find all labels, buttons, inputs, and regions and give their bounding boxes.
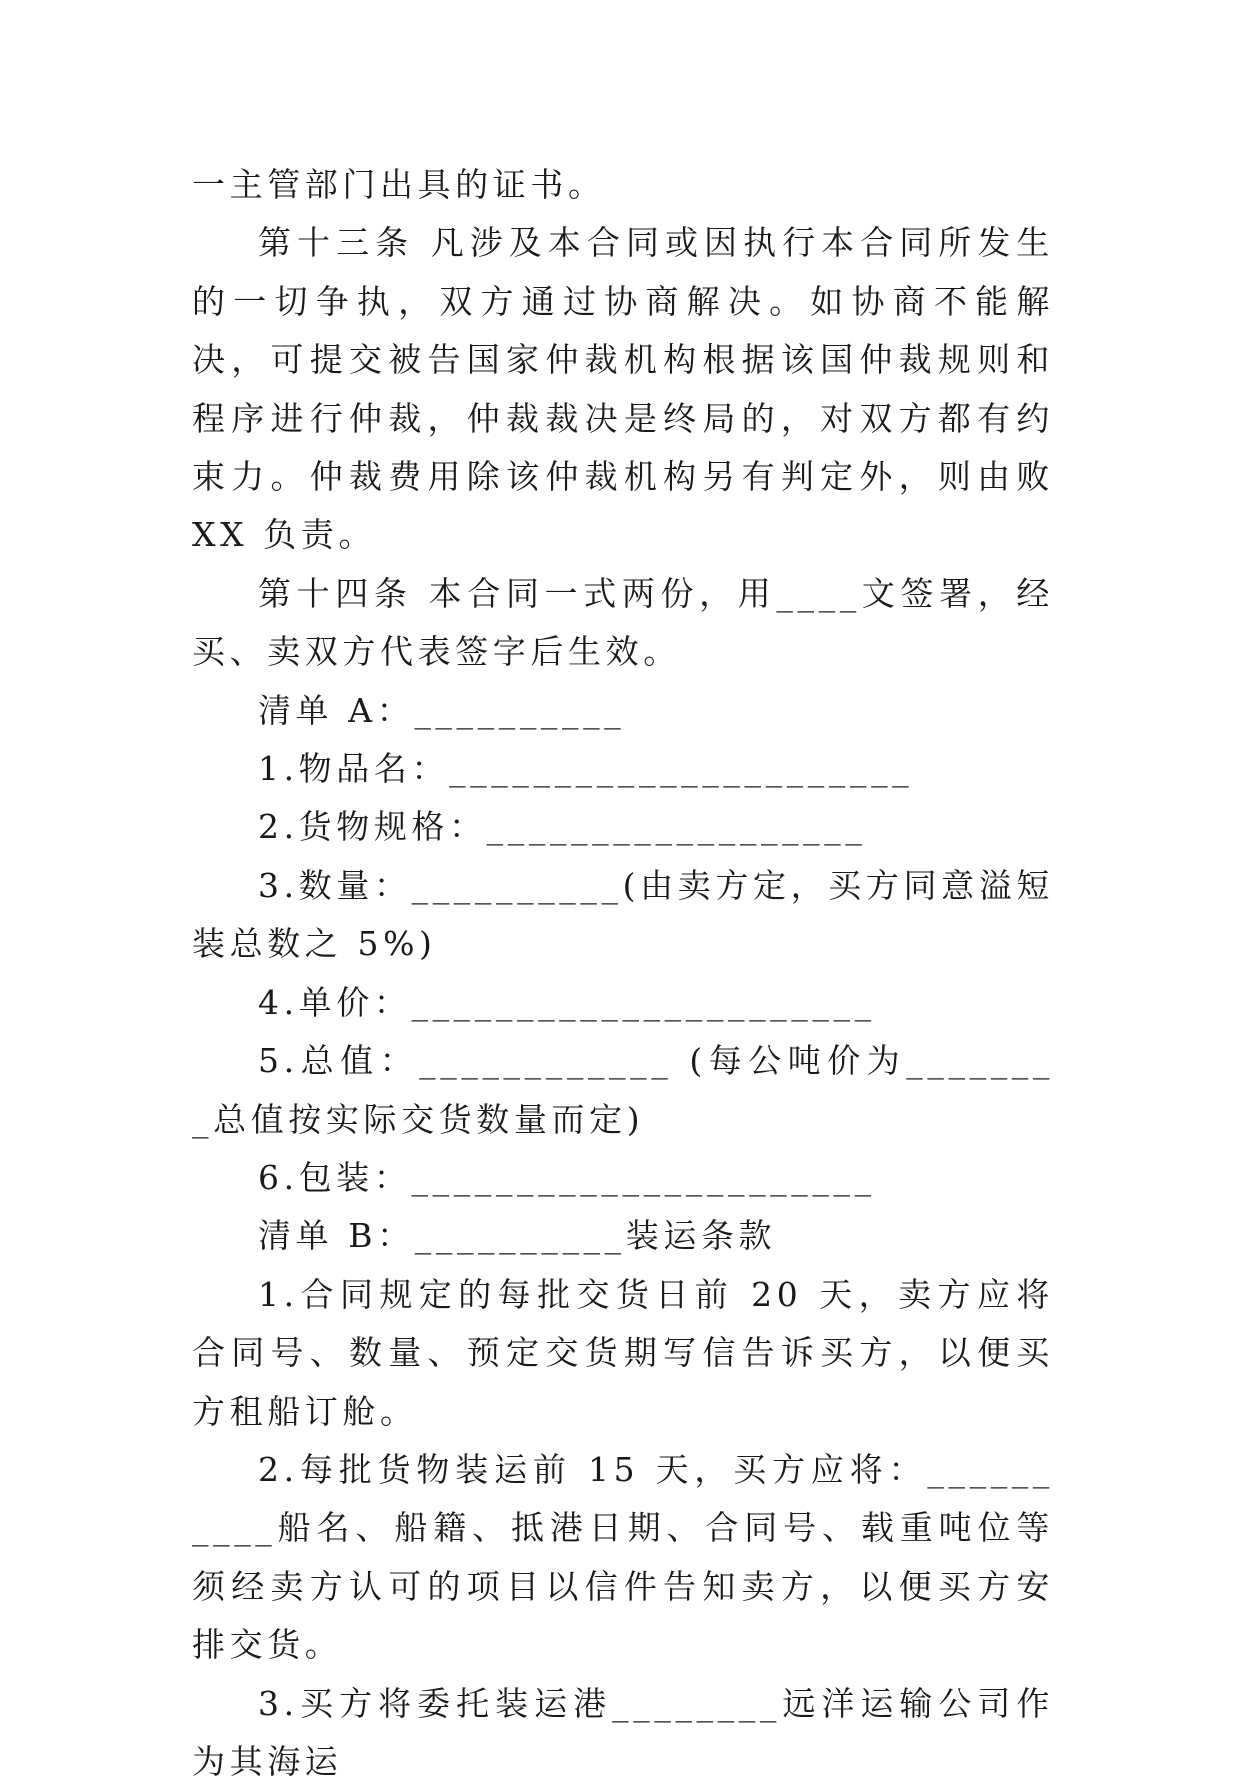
list-b-item-1: 1.合同规定的每批交货日前 20 天，卖方应将合同号、数量、预定交货期写信告诉买方，以便买方租船订舱。 xyxy=(192,1274,1054,1431)
list-a-item-quantity: 3.数量：__________(由卖方定，买方同意溢短装总数之 5%) xyxy=(192,865,1054,964)
paragraph-article-14: 第十四条 本合同一式两份，用____文签署，经买、卖双方代表签字后生效。 xyxy=(192,573,1054,672)
list-a-item-packing: 6.包装：______________________ xyxy=(258,1157,876,1197)
list-a-item-unit-price: 4.单价：______________________ xyxy=(258,982,876,1022)
list-a-item-spec: 2.货物规格：__________________ xyxy=(258,807,867,847)
paragraph-article-13: 第十三条 凡涉及本合同或因执行本合同所发生的一切争执，双方通过协商解决。如协商不能解决，可提交被告国家仲裁机构根据该国仲裁规则和程序进行仲裁，仲裁裁决是终局的，对双方都有约束力。仲裁费用除该仲裁机构另有判定外，则由败 XX 负责。 xyxy=(192,223,1054,555)
list-b-heading: 清单 B：__________装运条款 xyxy=(258,1216,777,1256)
list-a-item-total: 5.总值：____________ (每公吨价为________总值按实际交货数量而定) xyxy=(192,1041,1054,1139)
list-a-item-name: 1.物品名：______________________ xyxy=(258,749,914,789)
document-body xyxy=(192,156,1054,1791)
list-b-item-3: 3.买方将委托装运港________远洋运输公司作为其海运 xyxy=(192,1683,1054,1781)
paragraph-1: 一主管部门出具的证书。 xyxy=(192,165,606,204)
list-b-item-2: 2.每批货物装运前 15 天，买方应将：__________船名、船籍、抵港日期、合同号、载重吨位等须经卖方认可的项目以信件告知卖方，以便买方安排交货。 xyxy=(192,1449,1054,1665)
list-a-heading: 清单 A：__________ xyxy=(258,690,626,730)
